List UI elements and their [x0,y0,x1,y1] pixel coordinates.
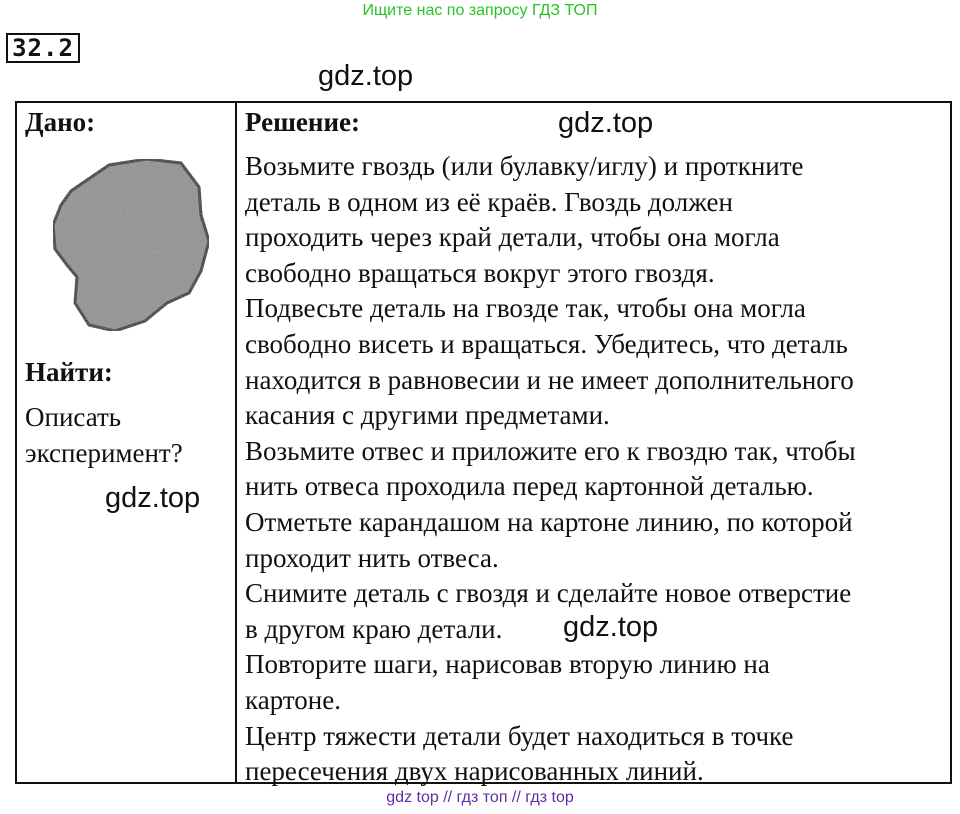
solution-line: картоне. [245,684,341,715]
problem-number: 32.2 [6,33,80,63]
watermark: gdz.top [318,60,414,92]
top-banner: Ищите нас по запросу ГДЗ ТОП [362,2,598,19]
solution-line: Снимите деталь с гвоздя и сделайте новое отверстие [245,578,852,609]
given-heading: Дано: [25,107,96,137]
solution-line: Возьмите гвоздь (или булавку/иглу) и проткните [245,151,804,181]
solution-line: проходить через край детали, чтобы она могла [245,222,780,253]
solution-line: Центр тяжести детали будет находиться в точке [245,720,794,751]
watermark: gdz.top [105,482,201,514]
watermark: gdz.top [563,611,659,643]
solution-line: свободно висеть и вращаться. Убедитесь, что деталь [245,328,848,359]
watermark: gdz.top [558,107,654,139]
solution-table [15,101,952,787]
solution-line: нить отвеса проходила перед картонной деталью. [245,471,814,502]
solution-column [237,103,952,787]
solution-line: Подвесьте деталь на гвозде так, чтобы она могла [245,293,806,324]
solution-line: Отметьте карандашом на картоне линию, по которой [245,506,853,537]
solution-line: пересечения двух нарисованных линий. [245,756,704,787]
solution-line: находится в равновесии и не имеет дополнительного [245,364,854,395]
solution-text [245,149,949,790]
given-column [17,103,235,782]
solution-line: Повторите шаги, нарисовав вторую линию на [245,649,770,680]
find-text [25,399,230,471]
find-line: эксперимент? [25,438,183,468]
solution-line: Возьмите отвес и приложите его к гвоздю так, чтобы [245,435,856,466]
find-line: Описать [25,402,122,432]
solution-line: касания с другими предметами. [245,400,610,431]
solution-line: деталь в одном из её краёв. Гвоздь должен [245,186,733,217]
solution-line: в другом краю детали. [245,613,503,644]
cardboard-shape-image [49,153,224,335]
find-heading: Найти: [25,357,113,387]
solution-line: проходит нить отвеса. [245,542,499,573]
solution-heading: Решение: [245,107,360,137]
solution-line: свободно вращаться вокруг этого гвоздя. [245,257,715,288]
footer-links: gdz top // гдз топ // гдз top [386,789,574,806]
